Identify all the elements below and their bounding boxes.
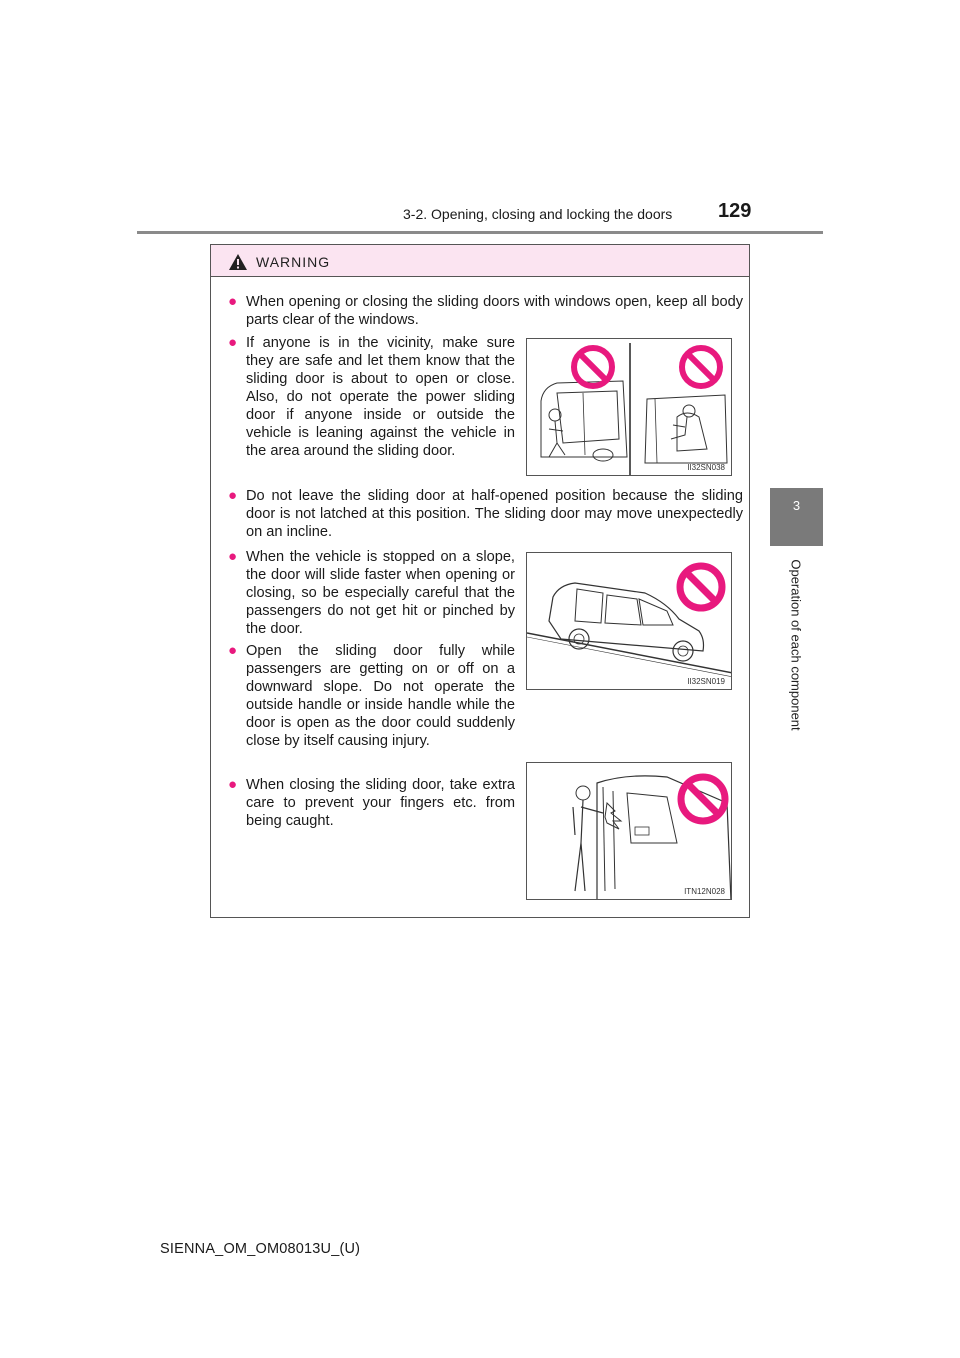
page-number: 129 — [718, 200, 752, 222]
fingers-caught-drawing — [527, 763, 732, 900]
illustration-code: II32SN019 — [687, 677, 725, 686]
illustration-person-near-door — [526, 338, 732, 476]
warning-header — [211, 245, 749, 277]
footer-doc-id: SIENNA_OM_OM08013U_(U) — [160, 1241, 361, 1257]
chapter-tab — [770, 488, 823, 546]
header-rule — [137, 231, 823, 234]
bullet-dot-icon: ● — [228, 548, 238, 565]
illustration-fingers-caught — [526, 762, 732, 900]
illustration-vehicle-on-slope — [526, 552, 732, 690]
bullet-dot-icon: ● — [228, 334, 238, 351]
section-title: 3-2. Opening, closing and locking the doors — [403, 206, 673, 222]
warning-bullet-text: When closing the sliding door, take extra care to prevent your fingers etc. from being caught. — [246, 777, 515, 829]
bullet-dot-icon: ● — [228, 642, 238, 659]
illustration-code: II32SN038 — [687, 463, 725, 472]
warning-bullet — [228, 487, 743, 541]
illustration-code: ITN12N028 — [684, 887, 725, 896]
vehicle-on-slope-drawing — [527, 553, 732, 690]
bullet-dot-icon: ● — [228, 776, 238, 793]
warning-bullet-text: Do not leave the sliding door at half-opened position because the sliding door is not latched at this position. The sliding door may move unexpectedly on an incline. — [246, 488, 743, 540]
warning-bullet-text: Open the sliding door fully while passengers are getting on or off on a downward slope. Do not operate the outside handle or inside handle while the door is open as the door could suddenly close by itself causing injury. — [246, 643, 515, 749]
bullet-dot-icon: ● — [228, 293, 238, 310]
warning-bullet-text: When the vehicle is stopped on a slope, the door will slide faster when opening or closing, so be especially careful that the passengers do not get hit or pinched by the door. — [246, 549, 515, 637]
chapter-title: Operation of each component — [788, 559, 804, 731]
warning-bullet-text: When opening or closing the sliding doors with windows open, keep all body parts clear of the windows. — [246, 294, 743, 328]
warning-triangle-icon — [228, 253, 248, 271]
warning-title: WARNING — [256, 254, 331, 270]
chapter-number: 3 — [792, 498, 801, 513]
warning-bullet — [228, 334, 515, 460]
person-near-door-drawing — [527, 339, 732, 476]
warning-bullet — [228, 548, 515, 638]
bullet-dot-icon: ● — [228, 487, 238, 504]
warning-bullet — [228, 642, 515, 750]
warning-bullet — [228, 776, 515, 830]
warning-bullet-text: If anyone is in the vicinity, make sure they are safe and let them know that the sliding door is about to open or close. Also, do not operate the power sliding door if anyone inside or outside the vehicle is leaning against the vehicle in the area around the sliding door. — [246, 335, 515, 459]
warning-bullet — [228, 293, 743, 329]
